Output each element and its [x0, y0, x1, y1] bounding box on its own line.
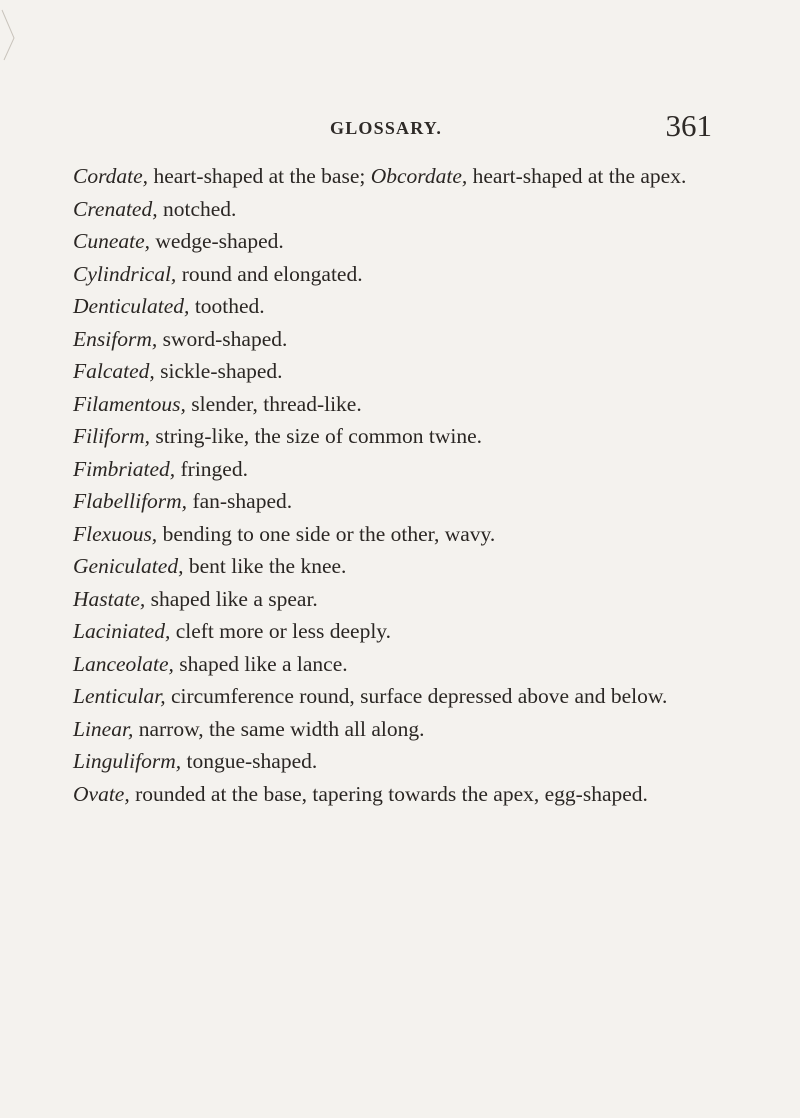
glossary-term: Filiform,	[73, 424, 151, 448]
glossary-term: Crenated,	[73, 196, 158, 221]
glossary-definition: narrow, the same width all along.	[133, 716, 425, 741]
glossary-term: Cylindrical,	[73, 261, 177, 286]
glossary-definition: heart-shaped at the apex.	[467, 164, 687, 188]
glossary-entry	[73, 615, 718, 648]
glossary-entry	[73, 258, 718, 291]
glossary-entry	[73, 355, 718, 388]
glossary-entry	[73, 388, 718, 421]
glossary-definition: string-like, the size of common twine.	[150, 424, 483, 448]
glossary-entry	[73, 225, 718, 258]
page-number: 361	[665, 108, 712, 143]
glossary-definition: fan-shaped.	[187, 489, 293, 513]
glossary-term: Fimbriated,	[73, 456, 176, 481]
glossary-entry	[73, 583, 718, 616]
glossary-definition: toothed.	[189, 294, 265, 318]
glossary-definition: cleft more or less deeply.	[170, 619, 392, 643]
glossary-definition: slender, thread-like.	[185, 391, 362, 416]
glossary-definition: tongue-shaped.	[181, 749, 318, 773]
glossary-entry	[73, 550, 718, 583]
glossary-term: Lenticular,	[73, 684, 166, 708]
glossary-term: Linear,	[73, 716, 134, 741]
glossary-definition: notched.	[157, 196, 237, 221]
glossary-term: Obcordate,	[370, 164, 468, 188]
glossary-entry	[73, 680, 718, 713]
running-head: GLOSSARY.	[330, 118, 443, 138]
glossary-term: Flabelliform,	[73, 489, 188, 513]
page-header	[0, 104, 800, 144]
glossary-entry	[73, 745, 718, 778]
glossary-term: Cuneate,	[73, 229, 151, 253]
glossary-definition: sickle-shaped.	[154, 359, 283, 383]
glossary-entry	[73, 518, 718, 551]
glossary-entry	[73, 453, 718, 486]
glossary-term: Hastate,	[73, 586, 146, 611]
glossary-entry	[73, 323, 718, 356]
glossary-definition: rounded at the base, tapering towards the apex, egg-shaped.	[129, 781, 648, 806]
glossary-definition: sword-shaped.	[157, 326, 288, 351]
page-corner-crease	[0, 8, 22, 63]
glossary-term: Ensiform,	[73, 326, 158, 351]
glossary-term: Ovate,	[73, 781, 130, 806]
glossary-definition: circumference round, surface depressed above and below.	[165, 684, 668, 708]
glossary-entry	[73, 485, 718, 518]
glossary-definition: bent like the knee.	[183, 554, 347, 578]
glossary-term: Laciniated,	[73, 619, 171, 643]
glossary-entry	[73, 713, 718, 746]
glossary-entry	[73, 778, 718, 811]
glossary-entries	[73, 160, 718, 810]
glossary-definition: heart-shaped at the base;	[148, 164, 371, 188]
glossary-term: Denticulated,	[73, 294, 190, 318]
glossary-term: Geniculated,	[73, 554, 184, 578]
glossary-definition: bending to one side or the other, wavy.	[157, 521, 496, 546]
glossary-term: Lanceolate,	[73, 651, 174, 676]
glossary-definition: shaped like a lance.	[173, 651, 348, 676]
glossary-entry	[73, 160, 718, 193]
glossary-definition: round and elongated.	[176, 261, 363, 286]
glossary-term: Flexuous,	[73, 521, 158, 546]
glossary-definition: wedge-shaped.	[150, 229, 284, 253]
glossary-entry	[73, 648, 718, 681]
glossary-term: Falcated,	[73, 359, 155, 383]
glossary-term: Filamentous,	[73, 391, 186, 416]
glossary-entry	[73, 420, 718, 453]
glossary-term: Cordate,	[73, 164, 149, 188]
glossary-definition: shaped like a spear.	[145, 586, 318, 611]
glossary-definition: fringed.	[175, 456, 248, 481]
glossary-term: Linguliform,	[73, 749, 182, 773]
glossary-entry	[73, 290, 718, 323]
glossary-entry	[73, 193, 718, 226]
